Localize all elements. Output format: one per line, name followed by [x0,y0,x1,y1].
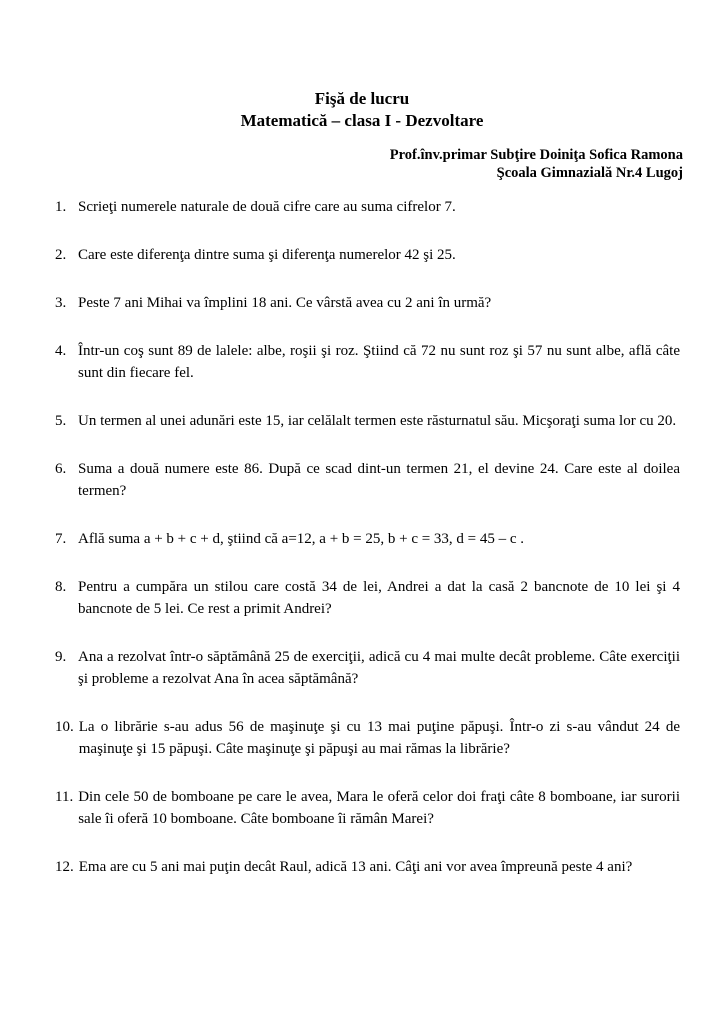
problem-item [55,340,680,384]
author-name: Prof.înv.primar Subţire Doiniţa Sofica Ramona [389,147,683,163]
worksheet-title-line1: Fişă de lucru [314,89,410,108]
problems-list [0,196,724,878]
problem-item [55,856,680,878]
problem-text: Din cele 50 de bomboane pe care le avea, Mara le oferă celor doi fraţi câte 8 bomboane, iar surorii sale îi oferă 10 bomboane. Câte bomboane îi rămân Marei? [78,789,680,827]
problem-item [55,244,680,266]
problem-text: Află suma a + b + c + d, ştiind că a=12, a + b = 25, b + c = 33, d = 45 – c . [78,531,525,547]
problem-text: Suma a două numere este 86. După ce scad dint-un termen 21, el devine 24. Care este al doilea termen? [78,461,680,499]
problem-text: Peste 7 ani Mihai va împlini 18 ani. Ce vârstă avea cu 2 ani în urmă? [78,295,492,311]
problem-text: Scrieţi numerele naturale de două cifre care au suma cifrelor 7. [78,199,456,215]
problem-text: Care este diferenţa dintre suma şi diferenţa numerelor 42 şi 25. [78,247,456,263]
problem-number: 11. [55,789,74,805]
document-header [0,0,724,182]
problem-item [55,196,680,218]
problem-number: 12. [55,859,74,875]
problem-item [55,646,680,690]
problem-number: 4. [55,343,67,359]
problem-text: Ema are cu 5 ani mai puţin decât Raul, adică 13 ani. Câţi ani vor avea împreună peste 4 ani? [78,859,633,875]
problem-item [55,576,680,620]
problem-item [55,292,680,314]
problem-text: Pentru a cumpăra un stilou care costă 34 de lei, Andrei a dat la casă 2 bancnote de 10 lei şi 4 bancnote de 5 lei. Ce rest a primit Andrei? [78,579,680,617]
problem-text: Ana a rezolvat într-o săptămână 25 de exerciţii, adică cu 4 mai multe decât probleme. Câte exerciţii şi probleme a rezolvat Ana în acea săptămână? [78,649,680,687]
problem-item [55,458,680,502]
problem-text: Un termen al unei adunări este 15, iar celălalt termen este răsturnatul său. Micşoraţi suma lor cu 20. [78,413,677,429]
problem-number: 7. [55,531,67,547]
problem-number: 1. [55,199,67,215]
problem-number: 6. [55,461,67,477]
worksheet-title [0,88,724,132]
problem-item [55,716,680,760]
problem-text: Într-un coş sunt 89 de lalele: albe, roşii şi roz. Ştiind că 72 nu sunt roz şi 57 nu sunt albe, află câte sunt din fiecare fel. [78,343,680,381]
author-school: Şcoala Gimnazială Nr.4 Lugoj [496,165,683,181]
problem-text: La o librărie s-au adus 56 de maşinuţe şi cu 13 mai puţine păpuşi. Într-o zi s-au vândut 24 de maşinuţe şi 15 păpuşi. Câte maşinuţe şi păpuşi au mai rămas la librărie? [78,719,680,757]
problem-item [55,786,680,830]
problem-number: 2. [55,247,67,263]
problem-item [55,528,680,550]
author-block [0,146,724,182]
problem-item [55,410,680,432]
worksheet-title-line2: Matematică – clasa I - Dezvoltare [240,111,484,130]
problem-number: 10. [55,719,74,735]
problem-number: 8. [55,579,67,595]
problem-number: 3. [55,295,67,311]
problem-number: 9. [55,649,67,665]
problem-number: 5. [55,413,67,429]
